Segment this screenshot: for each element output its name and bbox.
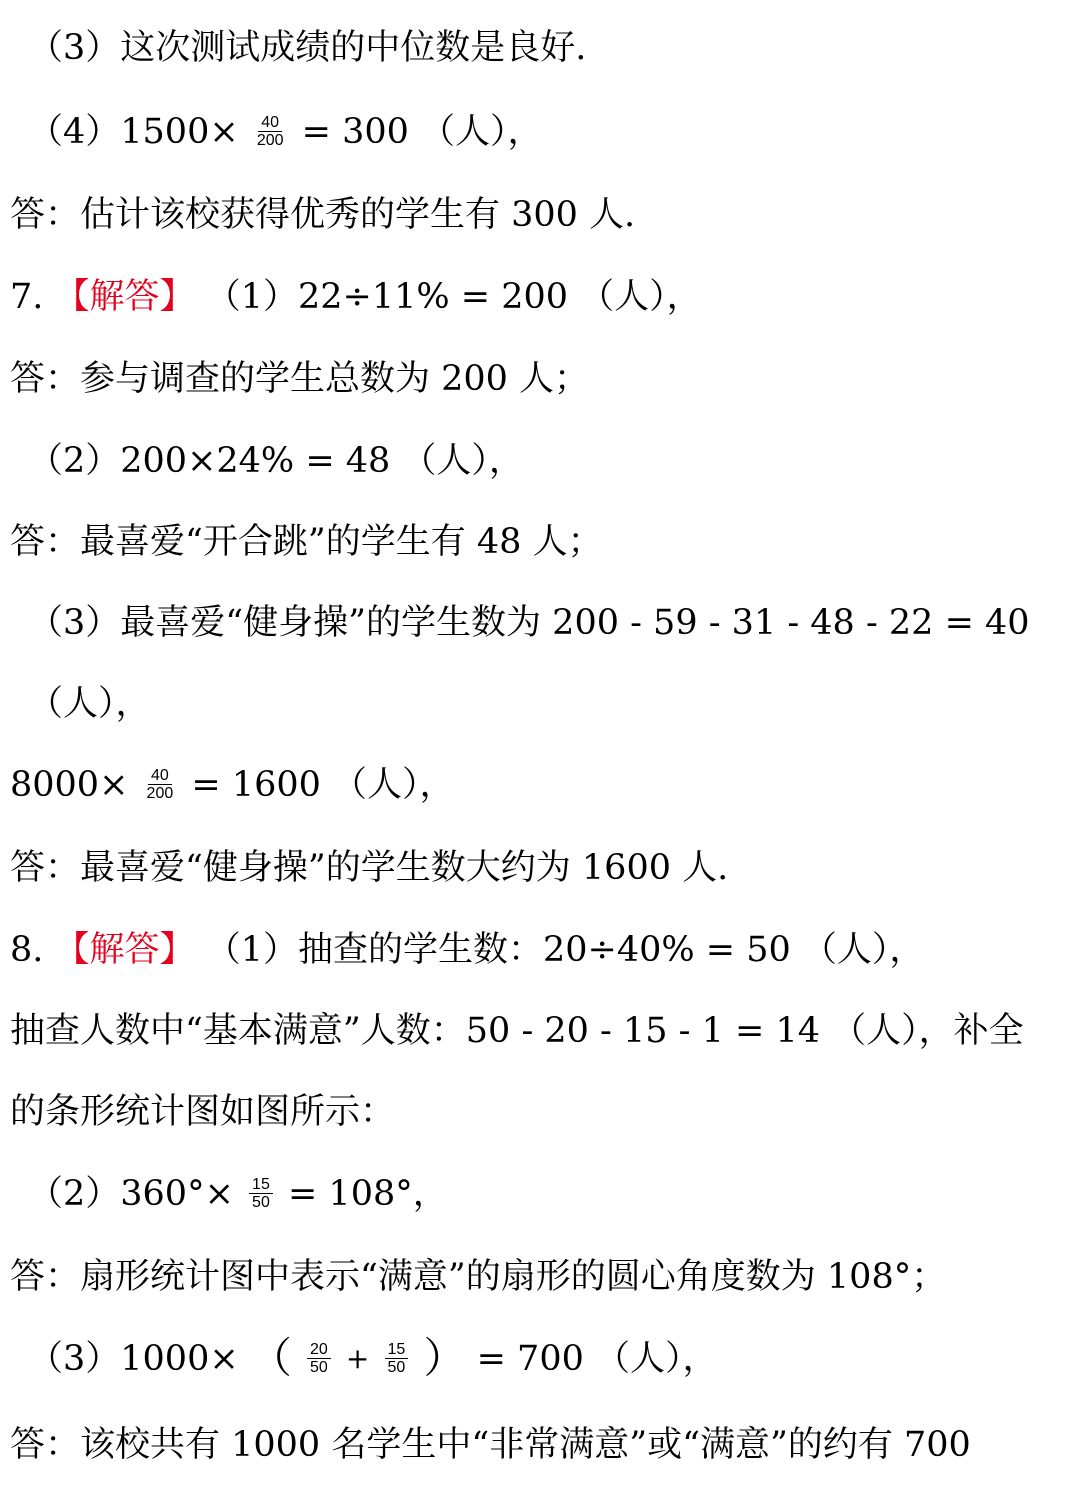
fraction xyxy=(385,1341,409,1376)
fraction-numerator: 20 xyxy=(307,1341,331,1359)
line-prefix: （3）1000× xyxy=(28,1338,239,1379)
line-solution-8 xyxy=(10,916,1080,980)
fraction-denominator: 200 xyxy=(256,132,284,149)
line-answer-satisfied xyxy=(10,1411,1080,1475)
line-basic-satisfied xyxy=(10,997,1080,1061)
line-8000-calc xyxy=(10,751,1080,815)
line-text: 答：估计该校获得优秀的学生有 300 人. xyxy=(10,194,636,235)
plus-sign: + xyxy=(345,1341,370,1375)
line-text: 答：最喜爱“开合跳”的学生有 48 人； xyxy=(10,521,603,562)
fraction-numerator: 40 xyxy=(148,767,172,785)
line-q3-1000-calc xyxy=(28,1325,1080,1389)
line-answer-aerobics xyxy=(10,834,1080,898)
line-q3-aerobics xyxy=(28,589,1080,653)
open-paren: （ xyxy=(249,1333,292,1383)
line-text: （1）22÷11% = 200 （人）， xyxy=(205,276,702,317)
line-text: 答：最喜爱“健身操”的学生数大约为 1600 人. xyxy=(10,847,729,888)
line-text: （3）最喜爱“健身操”的学生数为 200 - 59 - 31 - 48 - 22 = 40 xyxy=(28,602,1030,643)
fraction-denominator: 50 xyxy=(252,1194,270,1211)
line-q4-calc xyxy=(28,98,1080,162)
line-prefix: （2）360°× xyxy=(28,1173,234,1214)
line-suffix: = 1600 （人）， xyxy=(191,764,455,805)
fraction-denominator: 50 xyxy=(387,1359,406,1376)
line-suffix: = 108°， xyxy=(287,1173,448,1214)
line-text: 答：参与调查的学生总数为 200 人； xyxy=(10,358,590,399)
fraction xyxy=(254,114,287,149)
problem-number: 7. xyxy=(10,276,44,317)
line-q2-calc xyxy=(28,427,1080,491)
fraction-numerator: 40 xyxy=(258,114,282,132)
fraction xyxy=(307,1341,331,1376)
line-suffix: = 700 （人）， xyxy=(476,1338,718,1379)
fraction xyxy=(249,1176,273,1211)
line-angle-calc xyxy=(28,1160,1080,1224)
line-answer-jumping xyxy=(10,508,1080,572)
fraction-denominator: 200 xyxy=(146,785,174,802)
line-text: （人）， xyxy=(28,683,151,724)
fraction xyxy=(144,767,177,802)
problem-number: 8. xyxy=(10,929,44,970)
line-text: （3）这次测试成绩的中位数是良好. xyxy=(28,27,587,68)
line-bar-chart-note xyxy=(10,1078,1080,1142)
line-prefix: （4）1500× xyxy=(28,111,239,152)
line-text: （2）200×24% = 48 （人）， xyxy=(28,440,524,481)
fraction-numerator: 15 xyxy=(249,1176,273,1194)
fraction-denominator: 50 xyxy=(309,1359,328,1376)
solution-tag: 【解答】 xyxy=(54,929,195,970)
line-prefix: 8000× xyxy=(10,764,129,805)
fraction-numerator: 15 xyxy=(385,1341,409,1359)
line-answer-excellent xyxy=(10,181,1080,245)
line-answer-total xyxy=(10,345,1080,409)
line-text: 抽查人数中“基本满意”人数：50 - 20 - 15 - 1 = 14 （人），补全 xyxy=(10,1010,1024,1051)
line-text: （1）抽查的学生数：20÷40% = 50 （人）， xyxy=(205,929,925,970)
line-text: 答：该校共有 1000 名学生中“非常满意”或“满意”的约有 700 xyxy=(10,1424,971,1465)
line-text: 答：扇形统计图中表示“满意”的扇形的圆心角度数为 108°； xyxy=(10,1256,947,1297)
close-paren: ） xyxy=(423,1333,466,1383)
line-unit-people xyxy=(28,670,1080,734)
line-text: 的条形统计图如图所示： xyxy=(10,1091,396,1132)
line-suffix: = 300 （人）， xyxy=(301,111,543,152)
line-solution-7 xyxy=(10,263,1080,327)
line-q3-median xyxy=(28,14,1080,78)
solution-tag: 【解答】 xyxy=(54,276,195,317)
line-answer-angle xyxy=(10,1243,1080,1307)
